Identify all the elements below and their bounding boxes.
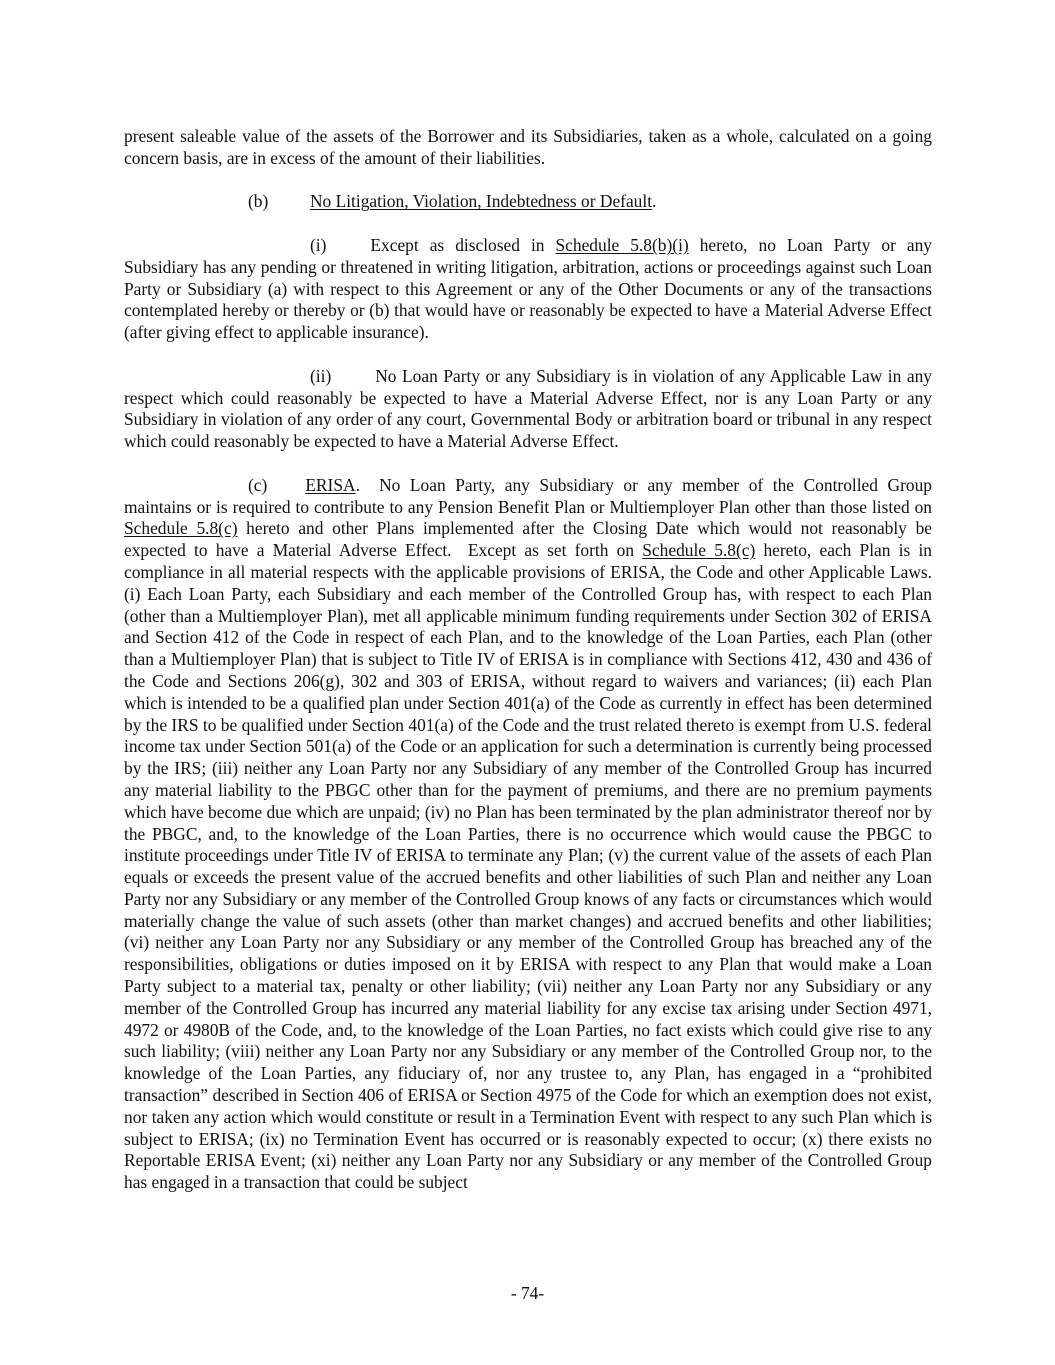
- section-b-number: (b): [248, 191, 269, 212]
- item-i-text: hereto, no Loan Party or any Subsidiary has any pending or threatened in writing litigation, arbitration, actions or proceedings against such Loan Party or Subsidiary (a) with respect to this Agreement or any of the Other Documents or any of the transactions contemplated hereby or thereby or (b) that would have or reasonably be expected to have a Material Adverse Effect (after giving effect to applicable insurance).: [124, 234, 933, 343]
- item-ii-text: No Loan Party or any Subsidiary is in violation of any Applicable Law in any respect which could reasonably be expected to have a Material Adverse Effect, nor is any Loan Party or any Subsidiary in violation of any order of any court, Governmental Body or arbitration board or tribunal in any respect which could reasonably be expected to have a Material Adverse Effect.: [124, 365, 932, 452]
- page-number: - 74-: [510, 1283, 545, 1303]
- section-c-paragraph: [124, 474, 937, 1194]
- document-page: [124, 126, 937, 1194]
- section-c-title: ERISA: [305, 474, 356, 495]
- section-b-title-wrap: [310, 191, 656, 213]
- item-i-lead: Except as disclosed in: [370, 234, 556, 255]
- item-ii-number: (ii): [310, 365, 332, 386]
- section-b-title: No Litigation, Violation, Indebtedness or Default: [310, 191, 653, 212]
- section-c-number: (c): [248, 474, 268, 495]
- section-b-period: .: [652, 191, 657, 212]
- item-i-paragraph: [124, 235, 932, 344]
- section-b-heading: [124, 191, 932, 213]
- schedule-5-8-c-link-1: Schedule 5.8(c): [124, 518, 238, 539]
- section-c-period: .: [355, 474, 360, 495]
- schedule-5-8-c-link-2: Schedule 5.8(c): [642, 540, 756, 561]
- item-i-number: (i): [310, 234, 327, 255]
- section-c-text-2: hereto and other Plans implemented after the Closing Date which would not reasonably be expected to have a Material Adverse Effect. Except as set forth on: [124, 518, 937, 561]
- section-c-text-3: hereto, each Plan is in compliance in all material respects with the applicable provisions of ERISA, the Code and other Applicable Laws. (i) Each Loan Party, each Subsidiary and each member of the Controlled Group has, with respect to each Plan (other than a Multiemployer Plan), met all applicable minimum funding requirements under Section 302 of ERISA and Section 412 of the Code in respect of each Plan, and to the knowledge of the Loan Parties, each Plan (other than a Multiemployer Plan) that is subject to Title IV of ERISA is in compliance with Sections 412, 430 and 436 of the Code and Sections 206(g), 302 and 303 of ERISA, without regard to waivers and variances; (ii) each Plan which is intended to be a qualified plan under Section 401(a) of the Code as currently in effect has been determined by the IRS to be qualified under Section 401(a) of the Code and the trust related thereto is exempt from U.S. federal income tax under Section 501(a) of the Code or an application for such a determination is currently being processed by the IRS; (iii) neither any Loan Party nor any Subsidiary of any member of the Controlled Group has incurred any material liability to the PBGC other than for the payment of premiums, and there are no premium payments which have become due which are unpaid; (iv) no Plan has been terminated by the plan administrator thereof nor by the PBGC, and, to the knowledge of the Loan Parties, there is no occurrence which would cause the PBGC to institute proceedings under Title IV of ERISA to terminate any Plan; (v) the current value of the assets of each Plan equals or exceeds the present value of the accrued benefits and other liabilities of such Plan and neither any Loan Party nor any Subsidiary or any member of the Controlled Group knows of any facts or circumstances which would materially change the value of such assets (other than market changes) and accrued benefits and other liabilities; (vi) neither any Loan Party nor any Subsidiary or any member of the Controlled Group has breached any of the responsibilities, obligations or duties imposed on it by ERISA with respect to any Plan that would make a Loan Party subject to a material tax, penalty or other liability; (vii) neither any Loan Party nor any Subsidiary or any member of the Controlled Group has incurred any material liability for any excise tax arising under Section 4971, 4972 or 4980B of the Code, and, to the knowledge of the Loan Parties, no fact exists which could give rise to any such liability; (viii) neither any Loan Party nor any Subsidiary or any member of the Controlled Group nor, to the knowledge of the Loan Parties, any fiduciary of, nor any trustee to, any Plan, has engaged in a “prohibited transaction” described in Section 406 of ERISA or Section 4975 of the Code for which an exemption does not exist, nor taken any action which would constitute or result in a Termination Event with respect to any such Plan which is subject to ERISA; (ix) no Termination Event has occurred or is reasonably expected to occur; (x) there exists no Reportable ERISA Event; (xi) neither any Loan Party nor any Subsidiary or any member of the Controlled Group has engaged in a transaction that could be subject: [124, 540, 932, 1193]
- item-ii-paragraph: [124, 366, 932, 453]
- schedule-5-8-b-i-link: Schedule 5.8(b)(i): [555, 234, 689, 255]
- opening-paragraph: present saleable value of the assets of the Borrower and its Subsidiaries, taken as a whole, calculated on a going concern basis, are in excess of the amount of their liabilities.: [124, 126, 932, 168]
- section-c-text-1: No Loan Party, any Subsidiary or any member of the Controlled Group maintains or is required to contribute to any Pension Benefit Plan or Multiemployer Plan other than those listed on: [124, 474, 937, 517]
